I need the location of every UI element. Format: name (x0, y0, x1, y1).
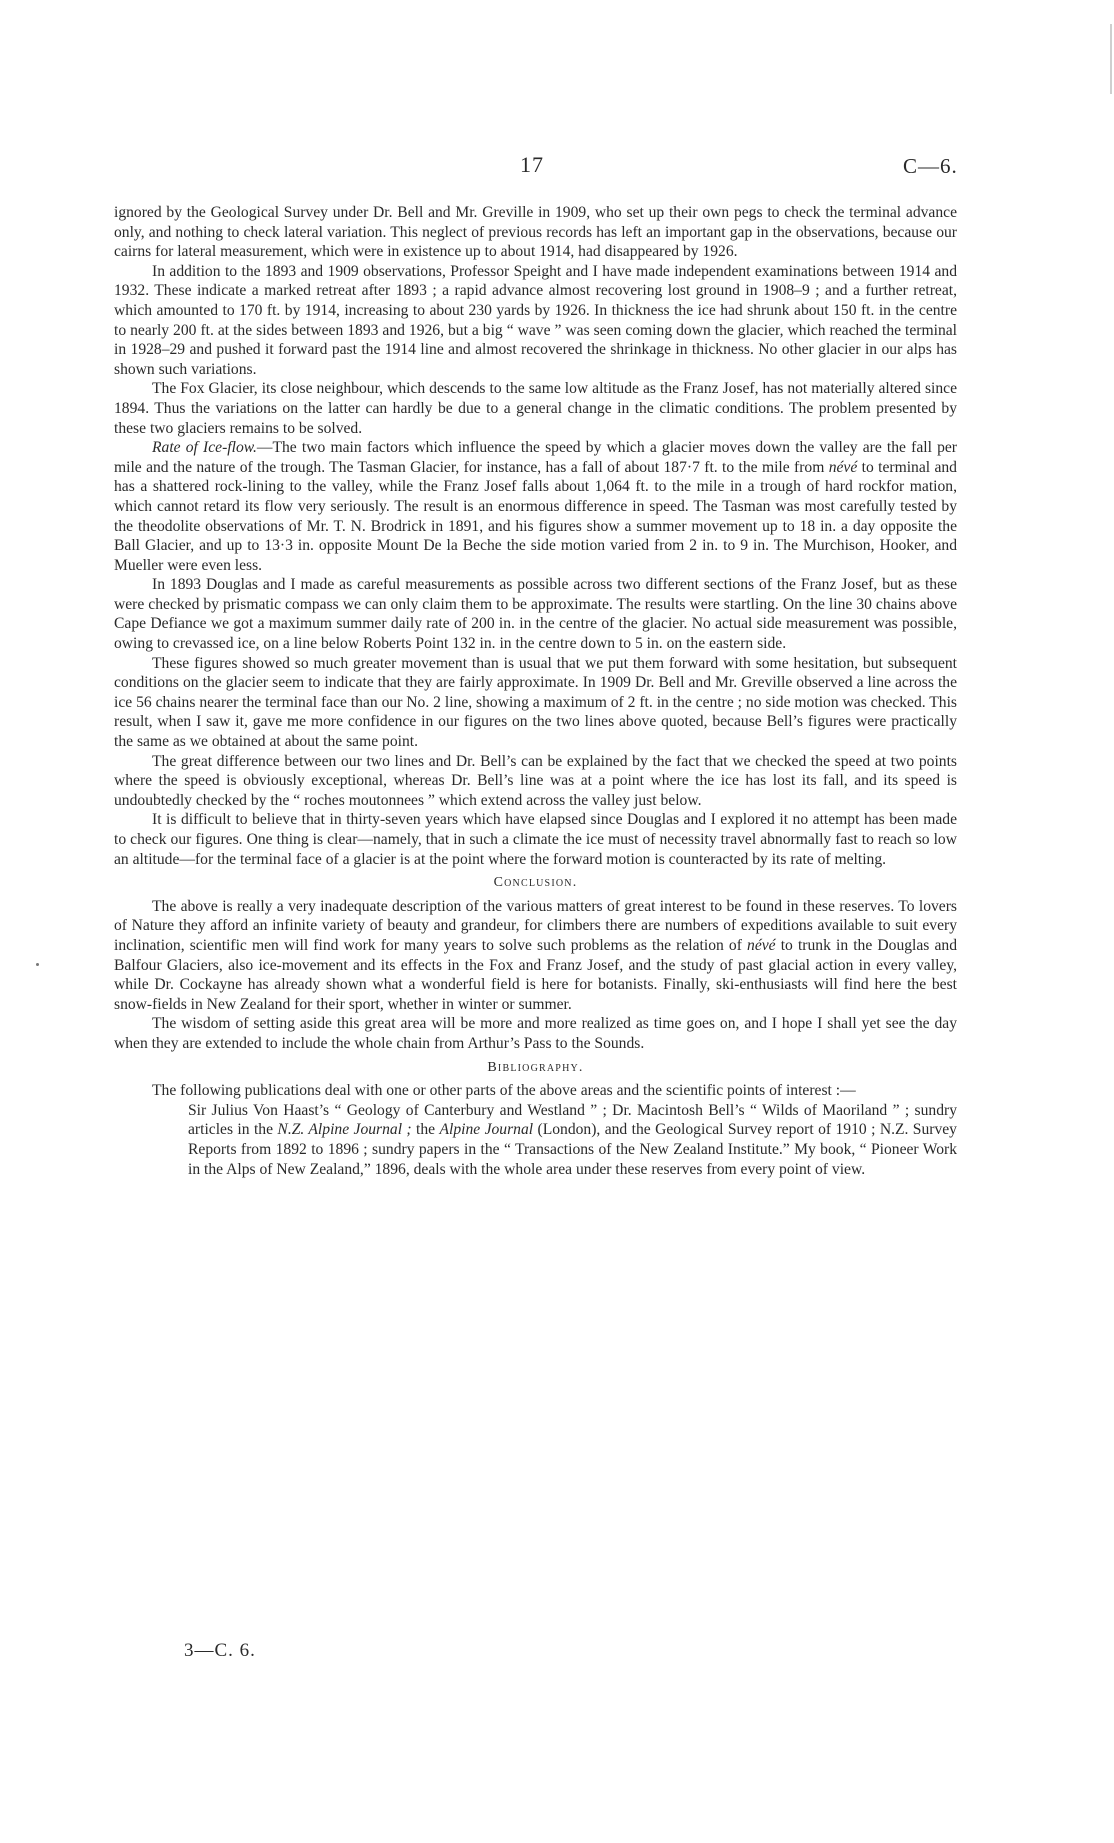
paragraph-rate-of-ice-flow: Rate of Ice-flow.—The two main factors which influence the speed by which a glacier moves down the valley are the fall per mile and the nature of the trough. The Tasman Glacier, for instance, has a fall of about 187·7 ft. to the mile from névé to terminal and has a shattered rock-lining to the valley, while the Franz Josef falls about 1,064 ft. to the mile in a trough of hard rockfor mation, which cannot retard its flow very seriously. The result is an enormous difference in speed. The Tasman was most carefully tested by the theodolite observations of Mr. T. N. Brodrick in 1891, and his figures show a summer movement up to 18 in. a day opposite the Ball Glacier, and up to 13·3 in. opposite Mount De la Beche the side motion varied from 2 in. to 9 in. The Murchison, Hooker, and Mueller were even less. (114, 439, 957, 574)
paragraph-continuation: ignored by the Geological Survey under Dr. Bell and Mr. Greville in 1909, who set up their own pegs to check the terminal advance only, and nothing to check lateral variation. This neglect of previous records has left an important gap in the observations, because our cairns for lateral measurement, which were in existence up to about 1914, had disappeared by 1926. (114, 204, 957, 261)
paragraph-conclusion: The above is really a very inadequate description of the various matters of great interest to be found in these reserves. To lovers of Nature they afford an infinite variety of beauty and grandeur, for climbers there are numbers of expeditions available to suit every inclination, scientific men will find work for many years to solve such problems as the relation of névé to trunk in the Douglas and Balfour Glaciers, also ice-movement and its effects in the Fox and Franz Josef, and the study of past glacial action in every valley, while Dr. Cockayne has already shown what a wonderful field is here for botanists. Finally, ski-enthusiasts will find here the best snow-fields in New Zealand for their sport, whether in winter or summer. (114, 897, 957, 1013)
footer-reference: 3—C. 6. (184, 1640, 256, 1661)
paragraph-bibliography-intro: The following publications deal with one or other parts of the above areas and the scientific points of interest :— (152, 1082, 856, 1100)
scan-edge-mark (1110, 24, 1112, 94)
paragraph-1893-measurements: In 1893 Douglas and I made as careful measurements as possible across two different sections of the Franz Josef, but as these were checked by prismatic compass we can only claim them to be approximate. The results were startling. On the line 30 chains above Cape Defiance we got a maximum summer daily rate of 200 in. in the centre of the glacier. No actual side measurement was possible, owing to crevassed ice, on a line below Roberts Point 132 in. in the centre down to 5 in. on the eastern side. (114, 576, 957, 653)
bibliography-heading: Bibliography. (487, 1059, 584, 1075)
bibliography-entry: Sir Julius Von Haast’s “ Geology of Canterbury and Westland ” ; Dr. Macintosh Bell’s “ Wilds of Maoriland ” ; sundry articles in the N.Z. Alpine Journal ; the Alpine Journal (London), and the Geological Survey report of 1910 ; N.Z. Survey Reports from 1892 to 1896 ; sundry papers in the “ Transactions of the New Zealand Institute.” My book, “ Pioneer Work in the Alps of New Zealand,” 1896, deals with the whole area under these reserves from every point of view. (188, 1101, 957, 1178)
paragraph-thirty-seven-years: It is difficult to believe that in thirty-seven years which have elapsed since Douglas and I explored it no attempt has been made to check our figures. One thing is clear—namely, that in such a climate the ice must of necessity travel abnormally fast to reach so low an altitude—for the terminal face of a glacier is at the point where the forward motion is counteracted by its rate of melting. (114, 811, 957, 868)
document-reference: C—6. (903, 154, 958, 178)
page-number: 17 (520, 152, 544, 177)
conclusion-heading: Conclusion. (493, 875, 578, 891)
paragraph-figures: These figures showed so much greater movement than is usual that we put them forward with some hesitation, but subsequent conditions on the glacier seem to indicate that they are fairly approximate. In 1909 Dr. Bell and Mr. Greville observed a line across the ice 56 chains nearer the terminal face than our No. 2 line, showing a maximum of 2 ft. in the centre ; no side motion was checked. This result, when I saw it, gave me more confidence in our figures on the two lines above quoted, because Bell’s figures were practically the same as we obtained at about the same point. (114, 654, 957, 751)
section-title-rate-of-ice-flow: Rate of Ice-flow. (152, 439, 257, 457)
paragraph-difference: The great difference between our two lines and Dr. Bell’s can be explained by the fact that we checked the speed at two points where the speed is obviously exceptional, whereas Dr. Bell’s line was at a point where the ice has lost its fall, and its speed is undoubtedly checked by the “ roches moutonnees ” which extend across the valley just below. (114, 752, 957, 809)
main-text (114, 203, 957, 1179)
paragraph-wisdom: The wisdom of setting aside this great area will be more and more realized as time goes on, and I hope I shall yet see the day when they are extended to include the whole chain from Arthur’s Pass to the Sounds. (114, 1015, 957, 1052)
margin-speck (36, 963, 39, 966)
paragraph-fox-glacier: The Fox Glacier, its close neighbour, which descends to the same low altitude as the Franz Josef, has not materially altered since 1894. Thus the variations on the latter can hardly be due to a general change in the climatic conditions. The problem presented by these two glaciers remains to be solved. (114, 380, 957, 437)
paragraph-observations: In addition to the 1893 and 1909 observations, Professor Speight and I have made independent examinations between 1914 and 1932. These indicate a marked retreat after 1893 ; a rapid advance almost recovering lost ground in 1908–9 ; and a further retreat, which amounted to 170 ft. by 1914, increasing to about 230 yards by 1926. In thickness the ice had shrunk about 150 ft. in the centre to nearly 200 ft. at the sides between 1893 and 1926, but a big “ wave ” was seen coming down the glacier, which reached the terminal in 1928–29 and pushed it forward past the 1914 line and almost recovered the shrinkage in thickness. No other glacier in our alps has shown such variations. (114, 262, 957, 378)
